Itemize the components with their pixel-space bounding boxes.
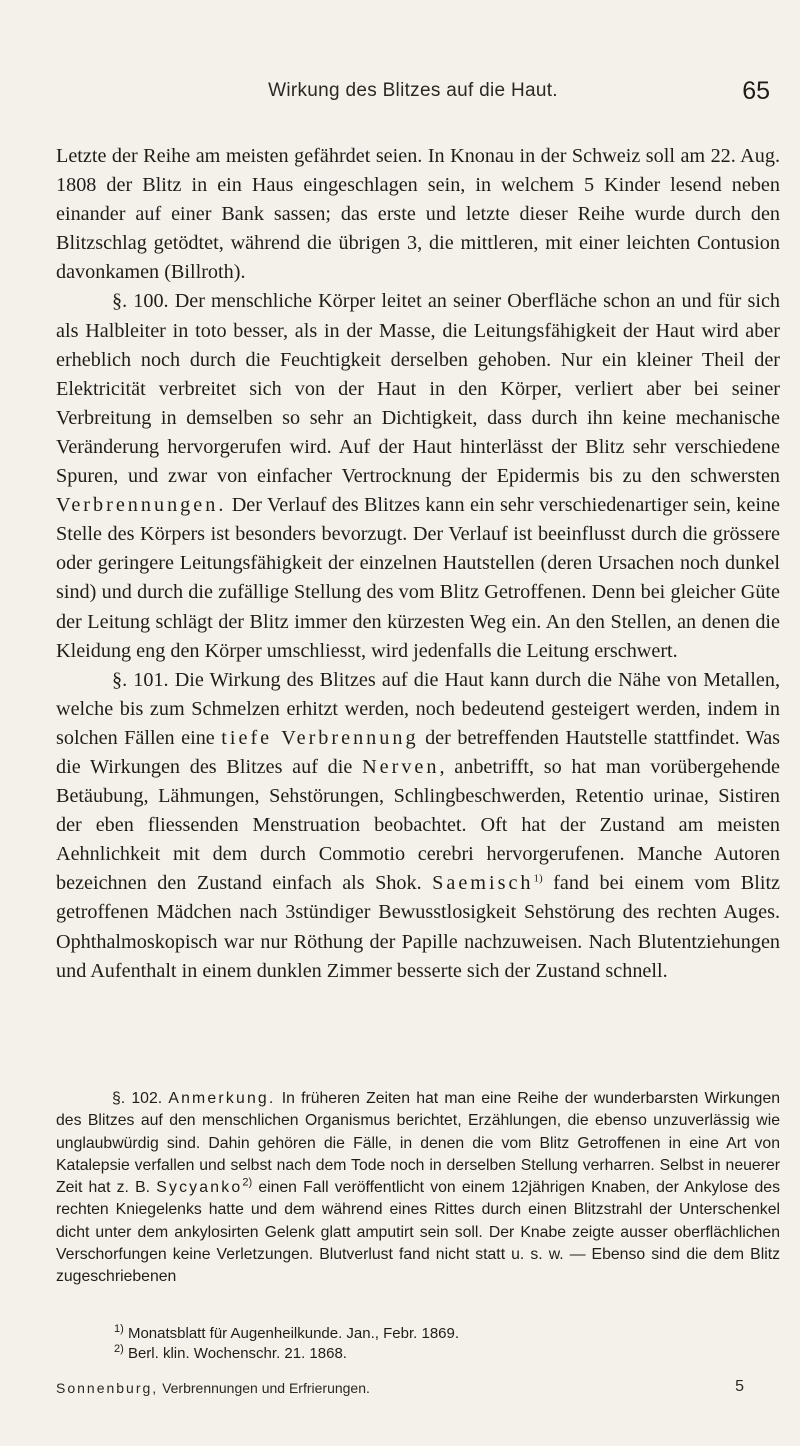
note-text: In früheren Zeiten hat man eine Reihe der wunderbarsten Wirkungen des Blitzes auf den menschlichen Organismus berichtet, Erzählungen, die ebenso unzuverlässig wie unglaubwürdig sind. Dahin gehören die Fälle, in denen die vom Blitz Getroffenen in eine Art von Katalepsie verfallen und selbst nach dem Tode noch in derselben Stellung verharren. Selbst in neuerer Zeit hat z. B.	[56, 1090, 781, 1197]
paragraph-section-100	[56, 287, 780, 665]
emphasis-text: Sycyanko	[156, 1179, 243, 1197]
paragraph-section-101: §. 101. Die Wirkung des Blitzes auf die Haut kann durch die Nähe von Metallen, welche bis zum Schmelzen erhitzt werden, noch bedeutend gesteigert werden, indem in solchen Fällen eine tiefe Verbrennung der betreffenden Hautstelle stattfindet. Was die Wirkungen des Blitzes auf die Nerven, anbetrifft, so hat man vorübergehende Betäubung, Lähmungen, Sehstörungen, Schlingbeschwerden, Retentio urinae, Sistiren der eben fliessenden Menstruation beobachtet. Oft hat der Zustand am meisten Aehnlichkeit mit dem durch Commotio cerebri hervorgerufenen. Manche Autoren bezeichnen den Zustand einfach als Shok. Saemisch$^{1)}$ fand bei einem vom Blitz getroffenen Mädchen nach 3stündiger Bewusstlosigkeit Sehstörung des rechten Auges. Ophthalmoskopisch war nur Röthung der Papille nachzuweisen. Nach Blutentziehungen und Aufenthalt in einem dunklen Zimmer besserte sich der Zustand schnell.	[56, 668, 781, 982]
sheet-number: 5	[735, 1378, 744, 1395]
note-paragraph	[56, 1088, 780, 1289]
section-number: §. 102.	[112, 1090, 163, 1107]
footnote-text: Berl. klin. Wochenschr. 21. 1868.	[127, 1345, 347, 1362]
emphasis-text: Verbrennungen.	[56, 494, 227, 517]
running-title: Wirkung des Blitzes auf die Haut.	[268, 80, 558, 101]
note-text: einen Fall veröffentlicht von einem 12jährigen Knaben, der Ankylose des rechten Kniegelenks hatte und dem während eines Rittes durch einen Blitzstrahl der Unterschenkel dicht unter dem ankylosirten Gelenk glatt amputirt sein soll. Der Knabe zeigte ausser oberflächlichen Verschorfungen keine Verletzungen. Blutverlust fand nicht statt u. s. w. — Ebenso sind die dem Blitz zugeschriebenen	[56, 1179, 780, 1286]
paragraph	[56, 142, 780, 287]
page-header	[56, 77, 770, 112]
emphasis-text: Saemisch	[432, 872, 534, 895]
footnote	[56, 1324, 780, 1344]
emphasis-text: Nerven	[362, 755, 440, 778]
main-text	[56, 142, 780, 986]
paragraph-text: §. 100. Der menschliche Körper leitet an seiner Oberfläche schon an und für sich als Halbleiter in toto besser, als in der Masse, die Leitungsfähigkeit der Haut wird aber erheblich noch durch die Feuchtigkeit derselben gehoben. Nur ein kleiner Theil der Elektricität verbreitet sich von der Haut in den Körper, verliert aber bei seiner Verbreitung in demselben so sehr an Dichtigkeit, dass durch ihn keine mechanische Veränderung hervorgerufen wird. Auf der Haut hinterlässt der Blitz sehr verschiedene Spuren, und zwar von einfacher Vertrocknung der Epidermis bis zu den schwersten	[56, 290, 780, 488]
page-number: 65	[742, 77, 770, 105]
note-section-102	[56, 1088, 780, 1289]
emphasis-text: tiefe Verbrennung	[221, 726, 419, 749]
footnote	[56, 1344, 780, 1364]
paragraph-text: anbetrifft, so hat man vorübergehende Betäubung, Lähmungen, Sehstörungen, Schlingbeschwerden, Retentio urinae, Sistiren der eben fliessenden Menstruation beobachtet. Oft hat der Zustand am meisten Aehnlichkeit mit dem durch Commotio cerebri hervorgerufenen. Manche Autoren bezeichnen den Zustand einfach als Shok.	[56, 755, 781, 895]
footnote-mark: 2)	[114, 1343, 124, 1355]
paragraph-text: Der Verlauf des Blitzes kann ein sehr verschiedenartiger sein, keine Stelle des Körpers ist besonders bevorzugt. Der Verlauf ist beeinflusst durch die grössere oder geringere Leitungsfähigkeit der einzelnen Hautstellen (deren Ursachen noch dunkel sind) und durch die zufällige Stellung des vom Blitz Getroffenen. Denn bei gleicher Güte der Leitung schlägt der Blitz immer den kürzesten Weg ein. An den Stellen, an denen die Kleidung eng den Körper umschliesst, wird jedenfalls die Leitung erschwert.	[56, 494, 780, 662]
paragraph-text: §. 101. Die Wirkung des Blitzes auf die Haut kann durch die Nähe von Metallen, welche bis zum Schmelzen erhitzt werden, noch bedeutend gesteigert werden, indem in solchen Fällen eine	[56, 668, 780, 749]
signature-line	[56, 1380, 780, 1396]
signature-title: Verbrennungen und Erfrierungen.	[162, 1380, 370, 1396]
note-label: Anmerkung.	[168, 1090, 276, 1107]
footnote-mark: 1)	[114, 1323, 124, 1335]
footnote-ref: 1)	[533, 872, 543, 885]
footnote-ref: 2)	[242, 1176, 253, 1189]
paragraph-text: fand bei einem vom Blitz getroffenen Mädchen nach 3stündiger Bewusstlosigkeit Sehstörung des rechten Auges. Ophthalmoskopisch war nur Röthung der Papille nachzuweisen. Nach Blutentziehungen und Aufenthalt in einem dunklen Zimmer besserte sich der Zustand schnell.	[56, 872, 781, 982]
paragraph-text: Letzte der Reihe am meisten gefährdet seien. In Knonau in der Schweiz soll am 22. Aug. 1808 der Blitz in ein Haus eingeschlagen sein, in welchem 5 Kinder lesend neben einander auf einer Bank sassen; das erste und letzte dieser Reihe wurde durch den Blitzschlag getödtet, während die übrigen 3, die mittleren, mit einer leichten Contusion davonkamen (Billroth).	[56, 145, 780, 284]
footnote-text: Monatsblatt für Augenheilkunde. Jan., Febr. 1869.	[127, 1325, 460, 1342]
paragraph-text: der betreffenden Hautstelle stattfindet. Was die Wirkungen des Blitzes auf die	[56, 726, 781, 778]
footnotes	[56, 1324, 780, 1364]
signature-author: Sonnenburg,	[56, 1380, 159, 1396]
